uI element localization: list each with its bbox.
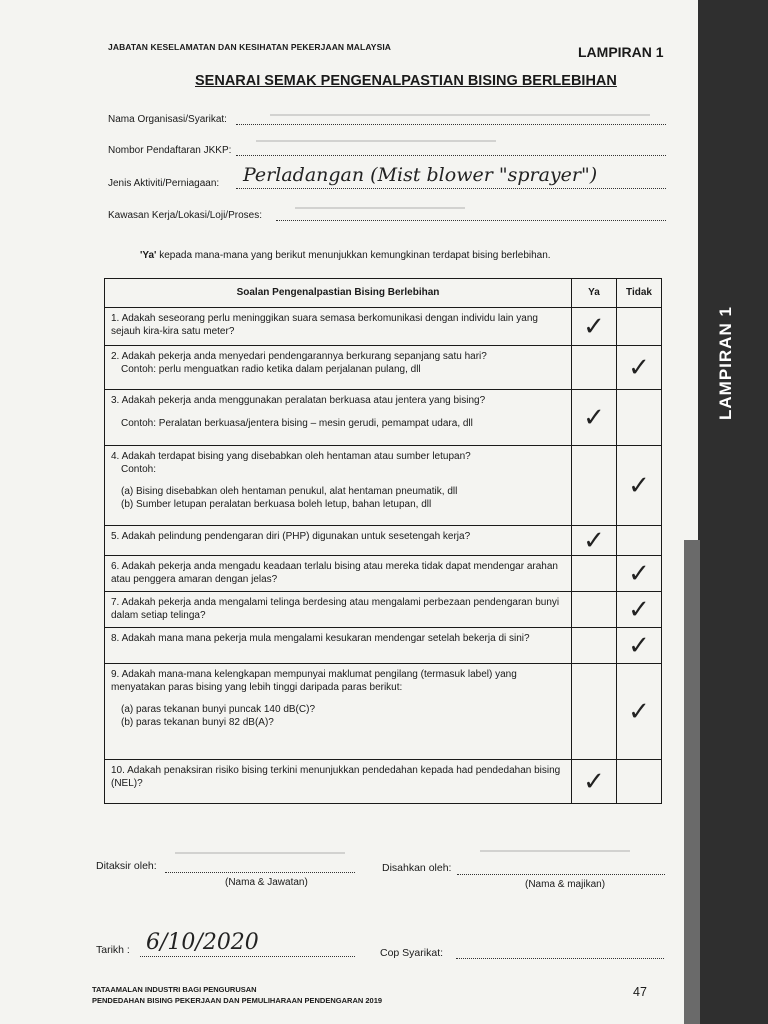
answer-yes-cell[interactable] [572, 446, 617, 526]
answer-no-cell[interactable] [617, 760, 662, 804]
instruction-rest: kepada mana-mana yang berikut menunjukkan kemungkinan terdapat bising berlebihan. [156, 250, 551, 261]
answer-no-cell[interactable] [617, 346, 662, 390]
question-line: 6. Adakah pekerja anda mengadu keadaan terlalu bising atau mereka tidak dapat mendengar arahan atau penggera amaran dengan jelas? [111, 561, 558, 585]
approved-by-line [457, 874, 665, 875]
question-line: 9. Adakah mana-mana kelengkapan mempunyai maklumat pengilang (termasuk label) yang menyatakan paras bising yang lebih tinggi daripada paras berikut: [111, 669, 517, 693]
field-label-location: Kawasan Kerja/Lokasi/Loji/Proses: [108, 210, 262, 221]
check-mark-icon: ✓ [583, 766, 605, 797]
approved-role: (Nama & majikan) [525, 879, 606, 890]
table-row [105, 556, 662, 592]
appendix-label: LAMPIRAN 1 [578, 44, 664, 60]
instruction-text [140, 250, 551, 261]
page-title: SENARAI SEMAK PENGENALPASTIAN BISING BERLEBIHAN [195, 73, 617, 89]
check-mark-icon: ✓ [628, 696, 650, 727]
table-row [105, 526, 662, 556]
check-mark-icon: ✓ [628, 470, 650, 501]
header-yes: Ya [572, 279, 617, 308]
date-label: Tarikh : [96, 944, 130, 956]
question-line: (a) Bising disebabkan oleh hentaman penukul, alat hentaman pneumatik, dll [121, 486, 458, 497]
field-line-activity [236, 188, 666, 189]
answer-yes-cell[interactable] [572, 308, 617, 346]
answer-yes-cell[interactable] [572, 556, 617, 592]
answer-yes-cell[interactable] [572, 664, 617, 760]
field-line-organisation [236, 124, 666, 125]
checklist-body [105, 308, 662, 804]
question-spacer [111, 694, 565, 704]
table-row [105, 446, 662, 526]
header-no: Tidak [617, 279, 662, 308]
question-line: (b) Sumber letupan peralatan berkuasa boleh letup, bahan letupan, dll [121, 498, 432, 510]
question-line: (b) paras tekanan bunyi 82 dB(A)? [121, 716, 274, 728]
question-line: 7. Adakah pekerja anda mengalami telinga berdesing atau mengalami perbezaan pendengaran bunyi dalam setiap telinga? [111, 597, 560, 621]
question-text [105, 446, 572, 526]
agency-name: JABATAN KESELAMATAN DAN KESIHATAN PEKERJAAN MALAYSIA [108, 42, 392, 52]
question-text [105, 592, 572, 628]
question-line: 8. Adakah mana mana pekerja mula mengalami kesukaran mendengar setelah bekerja di sini? [111, 633, 530, 644]
answer-yes-cell[interactable] [572, 628, 617, 664]
footer-line-1: TATAAMALAN INDUSTRI BAGI PENGURUSAN [92, 985, 257, 994]
question-line: 1. Adakah seseorang perlu meninggikan suara semasa berkomunikasi dengan individu lain yang sejauh kira-kira satu meter? [111, 313, 538, 337]
question-text [105, 390, 572, 446]
redacted-jkkp [256, 140, 496, 142]
answer-yes-cell[interactable] [572, 346, 617, 390]
field-label-organisation: Nama Organisasi/Syarikat: [108, 114, 227, 125]
check-mark-icon: ✓ [628, 558, 650, 589]
table-row [105, 346, 662, 390]
check-mark-icon: ✓ [583, 525, 605, 556]
question-text [105, 664, 572, 760]
answer-no-cell[interactable] [617, 556, 662, 592]
question-text [105, 760, 572, 804]
approved-by-label: Disahkan oleh: [382, 862, 452, 874]
answer-yes-cell[interactable] [572, 390, 617, 446]
footer-line-2: PENDEDAHAN BISING PEKERJAAN DAN PEMULIHARAAN PENDENGARAN 2019 [92, 996, 383, 1006]
question-text [105, 628, 572, 664]
check-mark-icon: ✓ [628, 352, 650, 383]
table-row [105, 390, 662, 446]
check-mark-icon: ✓ [583, 402, 605, 433]
redacted-location [295, 207, 465, 209]
check-mark-icon: ✓ [583, 311, 605, 342]
question-text [105, 346, 572, 390]
table-row [105, 760, 662, 804]
table-header-row [105, 279, 662, 308]
field-label-jkkp: Nombor Pendaftaran JKKP: [108, 145, 232, 156]
stamp-label: Cop Syarikat: [380, 947, 444, 959]
table-row [105, 628, 662, 664]
question-text [105, 556, 572, 592]
assessed-by-label: Ditaksir oleh: [96, 860, 157, 872]
answer-no-cell[interactable] [617, 628, 662, 664]
answer-no-cell[interactable] [617, 664, 662, 760]
header-question: Soalan Pengenalpastian Bising Berlebihan [105, 279, 572, 308]
answer-no-cell[interactable] [617, 446, 662, 526]
redacted-organisation [270, 114, 650, 116]
assessed-signature [175, 852, 345, 854]
footer [92, 984, 382, 1007]
question-line: Contoh: Peralatan berkuasa/jentera bising – mesin gerudi, pemampat udara, dll [121, 417, 473, 429]
answer-yes-cell[interactable] [572, 760, 617, 804]
side-tab-edge [684, 540, 700, 1024]
question-line: 10. Adakah penaksiran risiko bising terkini menunjukkan pendedahan kepada had pendedahan bising (NEL)? [111, 765, 561, 789]
answer-no-cell[interactable] [617, 592, 662, 628]
assessed-role: (Nama & Jawatan) [225, 877, 308, 888]
check-mark-icon: ✓ [628, 630, 650, 661]
table-row [105, 308, 662, 346]
date-value: 6/10/2020 [146, 930, 259, 955]
answer-no-cell[interactable] [617, 308, 662, 346]
question-spacer [111, 476, 565, 486]
table-row [105, 664, 662, 760]
answer-no-cell[interactable] [617, 390, 662, 446]
side-tab [698, 0, 768, 1024]
answer-no-cell[interactable] [617, 526, 662, 556]
question-line: 2. Adakah pekerja anda menyedari pendengarannya berkurang sepanjang satu hari? [111, 351, 487, 362]
instruction-bold: 'Ya' [140, 250, 157, 261]
table-row [105, 592, 662, 628]
question-line: (a) paras tekanan bunyi puncak 140 dB(C)? [121, 704, 316, 715]
question-text [105, 308, 572, 346]
assessed-by-line [165, 872, 355, 873]
approved-signature [480, 850, 630, 852]
answer-yes-cell[interactable] [572, 592, 617, 628]
question-text [105, 526, 572, 556]
stamp-line [456, 958, 664, 959]
checklist-table [104, 278, 662, 804]
field-line-location [276, 220, 666, 221]
page-number: 47 [633, 985, 647, 999]
question-line: 4. Adakah terdapat bising yang disebabkan oleh hentaman atau sumber letupan? [111, 451, 471, 462]
field-label-activity: Jenis Aktiviti/Perniagaan: [108, 178, 220, 189]
field-value-activity: Perladangan (Mist blower "sprayer") [243, 164, 598, 186]
question-line: 5. Adakah pelindung pendengaran diri (PHP) digunakan untuk sesetengah kerja? [111, 531, 471, 542]
question-line: Contoh: perlu menguatkan radio ketika dalam perjalanan pulang, dll [121, 363, 421, 375]
date-line [140, 956, 355, 957]
field-line-jkkp [236, 155, 666, 156]
answer-yes-cell[interactable] [572, 526, 617, 556]
question-spacer [111, 408, 565, 418]
check-mark-icon: ✓ [628, 594, 650, 625]
question-line: Contoh: [121, 463, 157, 475]
question-line: 3. Adakah pekerja anda menggunakan peralatan berkuasa atau jentera yang bising? [111, 395, 486, 406]
